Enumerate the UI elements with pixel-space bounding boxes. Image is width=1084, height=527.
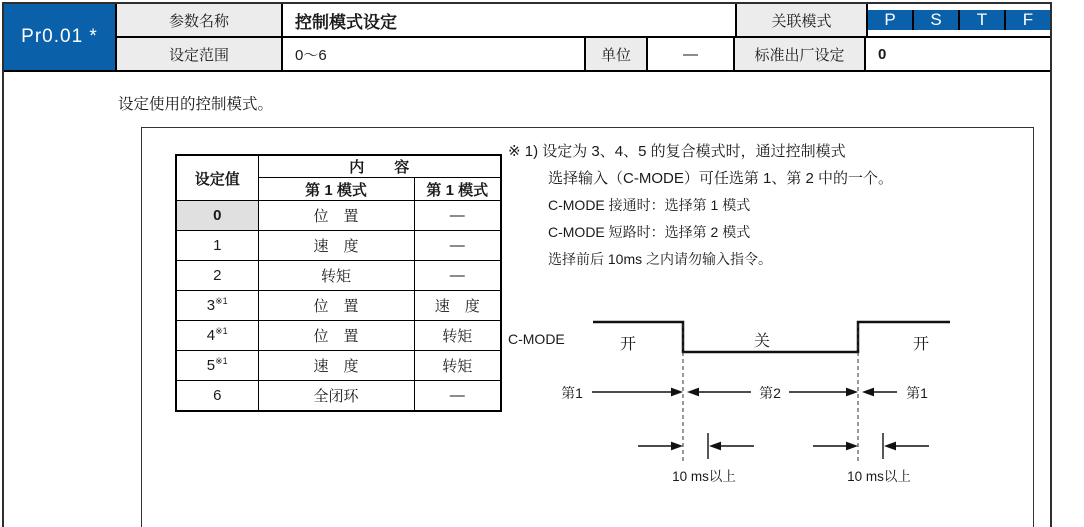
- settings-table: [175, 154, 502, 412]
- signal-label: C-MODE: [508, 331, 565, 347]
- phase-label-1a: 第1: [561, 385, 583, 401]
- duration-label-2: 10 ms以上: [847, 469, 911, 484]
- mode2-cell: —: [414, 231, 501, 261]
- arrow-head-right: [671, 442, 683, 451]
- col-header-mode2: 第 1 模式: [414, 178, 501, 201]
- mode1-cell: 位 置: [258, 201, 414, 231]
- arrow-head-right: [671, 388, 683, 397]
- table-row: [176, 201, 501, 231]
- mode2-cell: —: [414, 201, 501, 231]
- setting-value-cell: 2: [176, 261, 258, 291]
- header-row-1: [117, 4, 1050, 38]
- parameter-header: [4, 4, 1050, 72]
- arrow-head-left: [862, 388, 874, 397]
- table-row: [176, 321, 501, 351]
- default-value: 0: [878, 45, 887, 63]
- range-value: 0～6: [283, 38, 586, 70]
- phase-label-2: 第2: [759, 385, 781, 401]
- note-line: ※ 1) 设定为 3、4、5 的复合模式时，通过控制模式: [508, 143, 846, 160]
- mode2-cell: —: [414, 381, 501, 411]
- unit-value: —: [648, 38, 735, 70]
- param-name-value: 控制模式设定: [283, 4, 737, 36]
- intro-text: 设定使用的控制模式。: [118, 96, 274, 113]
- setting-value-cell: 4$^{※1}$: [176, 321, 258, 351]
- arrow-head-right: [846, 388, 858, 397]
- settings-table-body: [176, 201, 501, 411]
- note-line: C-MODE 接通时：选择第 1 模式: [548, 197, 751, 213]
- setting-value-cell: 1: [176, 231, 258, 261]
- note-line: 选择前后 10ms 之内请勿输入指令。: [548, 251, 773, 267]
- arrow-head-left: [709, 442, 721, 451]
- settings-table-wrap: [175, 154, 502, 527]
- duration-label-1: 10 ms以上: [672, 469, 736, 484]
- header-grid: [117, 4, 1050, 70]
- state-off: 关: [753, 333, 771, 350]
- mode-badge-f: F: [1004, 10, 1050, 30]
- related-mode-badges: [868, 4, 1050, 36]
- mode1-cell: 速 度: [258, 231, 414, 261]
- related-mode-label: 关联模式: [737, 4, 868, 36]
- waveform-line: [593, 322, 950, 352]
- table-row: [176, 291, 501, 321]
- mode1-cell: 位 置: [258, 321, 414, 351]
- setting-value-cell: 6: [176, 381, 258, 411]
- phase-label-1b: 第1: [906, 385, 928, 401]
- settings-table-head: [176, 155, 501, 201]
- cmode-timing-diagram: [508, 309, 1013, 504]
- mode2-cell: 速 度: [414, 291, 501, 321]
- range-label: 设定范围: [117, 38, 283, 70]
- note-line: C-MODE 短路时：选择第 2 模式: [548, 224, 751, 240]
- table-header-row-1: [176, 155, 501, 178]
- footnote-marker: ※1: [215, 326, 228, 336]
- footnote-marker: ※1: [215, 296, 228, 306]
- setting-value-cell: 0: [176, 201, 258, 231]
- header-row-2: [117, 38, 1050, 70]
- col-header-content: 内 容: [258, 155, 501, 178]
- arrow-head-left: [687, 388, 699, 397]
- setting-value-cell: 3$^{※1}$: [176, 291, 258, 321]
- notes-and-diagram: [508, 138, 1033, 527]
- arrow-head-left: [884, 442, 896, 451]
- table-row: [176, 351, 501, 381]
- footnote-marker: ※1: [215, 356, 228, 366]
- note-line: 选择输入（C-MODE）可任选第 1、第 2 中的一个。: [548, 170, 894, 187]
- mode1-cell: 位 置: [258, 291, 414, 321]
- mode-badge-p: P: [868, 10, 912, 30]
- arrow-head-right: [846, 442, 858, 451]
- mode1-cell: 速 度: [258, 351, 414, 381]
- setting-value-cell: 5$^{※1}$: [176, 351, 258, 381]
- mode2-cell: —: [414, 261, 501, 291]
- param-name-label: 参数名称: [117, 4, 283, 36]
- state-on-2: 开: [912, 336, 930, 353]
- default-label: 标准出厂设定: [735, 38, 866, 70]
- manual-page: [2, 2, 1052, 527]
- table-row: [176, 381, 501, 411]
- parameter-id: Pr0.01 *: [4, 4, 117, 70]
- col-header-setting: 设定值: [176, 155, 258, 201]
- mode2-cell: 转矩: [414, 321, 501, 351]
- table-row: [176, 231, 501, 261]
- state-on-1: 开: [619, 336, 637, 353]
- unit-label: 单位: [586, 38, 648, 70]
- col-header-mode1: 第 1 模式: [258, 178, 414, 201]
- mode1-cell: 全闭环: [258, 381, 414, 411]
- table-row: [176, 261, 501, 291]
- mode-badge-s: S: [912, 10, 958, 30]
- mode1-cell: 转矩: [258, 261, 414, 291]
- mode2-cell: 转矩: [414, 351, 501, 381]
- detail-box: [141, 127, 1034, 527]
- mode-badge-t: T: [958, 10, 1004, 30]
